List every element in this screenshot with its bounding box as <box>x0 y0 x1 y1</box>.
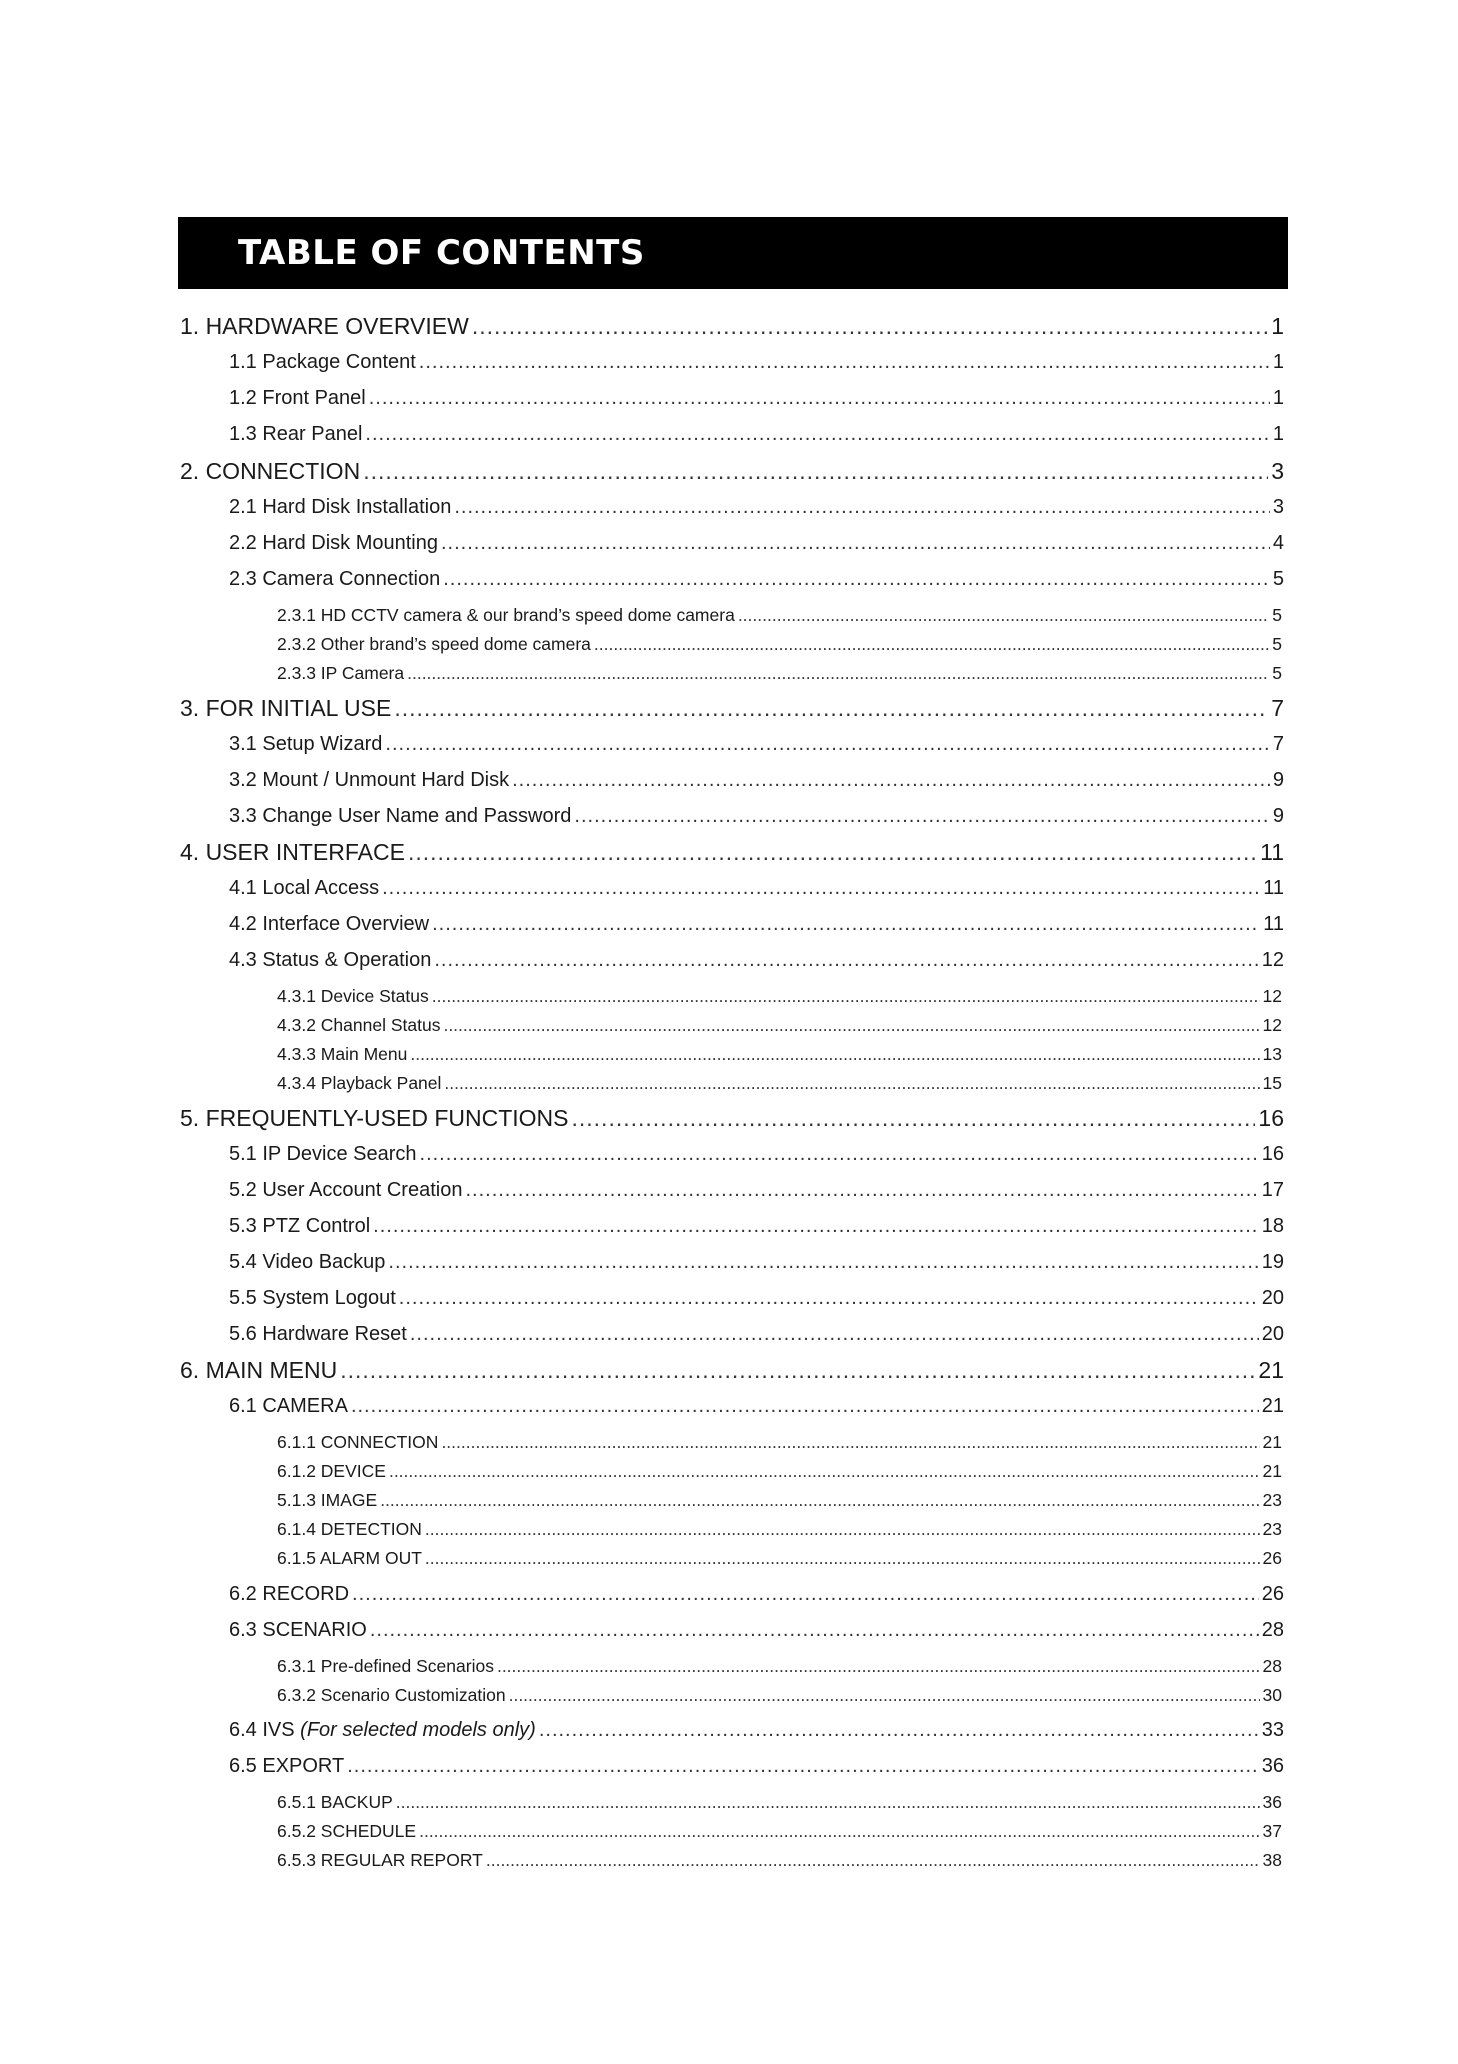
toc-entry-title: 4.3.2 Channel Status <box>277 1014 441 1035</box>
dot-leader <box>420 1142 1259 1166</box>
toc-entry-title: 3.3 Change User Name and Password <box>229 805 572 827</box>
toc-entry[interactable] <box>277 1519 1282 1540</box>
dot-leader <box>351 1394 1259 1418</box>
toc-entry[interactable] <box>277 1490 1282 1511</box>
dot-leader <box>340 1356 1255 1384</box>
toc-entry-title: 4.1 Local Access <box>229 877 380 899</box>
toc-entry-title: 6.2 RECORD <box>229 1583 350 1605</box>
toc-entry[interactable] <box>277 986 1282 1007</box>
toc-entry-page-number: 20 <box>1261 1323 1284 1345</box>
toc-entry-label <box>229 1618 367 1642</box>
toc-entry-label <box>277 1432 438 1453</box>
toc-entry-label <box>277 1792 393 1813</box>
toc-entry-label <box>229 350 416 374</box>
dot-leader <box>396 1792 1260 1813</box>
toc-entry-page-number: 4 <box>1272 532 1284 554</box>
toc-entry[interactable] <box>277 1432 1282 1453</box>
toc-entry-page-number: 11 <box>1263 877 1284 899</box>
toc-entry[interactable] <box>229 1322 1284 1346</box>
toc-entry[interactable] <box>229 495 1284 519</box>
dot-leader <box>454 495 1270 519</box>
toc-entry-label <box>229 768 509 792</box>
toc-entry-note: (For selected models only) <box>300 1719 536 1741</box>
toc-entry-title: 4.3 Status & Operation <box>229 949 432 971</box>
dot-leader <box>425 1519 1260 1540</box>
toc-entry-title: 2.1 Hard Disk Installation <box>229 496 452 518</box>
toc-entry-title: 6.1 CAMERA <box>229 1395 348 1417</box>
toc-entry[interactable] <box>229 768 1284 792</box>
toc-entry-page-number: 5 <box>1272 662 1282 683</box>
toc-entry-title: 5.4 Video Backup <box>229 1251 386 1273</box>
toc-entry[interactable] <box>277 634 1282 655</box>
toc-entry-title: 6.5.2 SCHEDULE <box>277 1820 417 1841</box>
toc-entry[interactable] <box>277 1044 1282 1065</box>
toc-entry-label <box>277 1490 377 1511</box>
toc-entry-page-number: 1 <box>1272 351 1284 373</box>
toc-entry-label <box>277 605 735 626</box>
toc-entry-title: 4.2 Interface Overview <box>229 913 430 935</box>
toc-entry-label <box>277 1015 440 1036</box>
toc-entry-title: 5.1 IP Device Search <box>229 1143 417 1165</box>
toc-entry-label <box>229 1582 349 1606</box>
toc-entry[interactable] <box>180 1104 1284 1132</box>
toc-entry-title: 3.1 Setup Wizard <box>229 733 383 755</box>
dot-leader <box>574 804 1269 828</box>
toc-entry-title: 6.5.3 REGULAR REPORT <box>277 1849 483 1870</box>
toc-entry-title: 1.2 Front Panel <box>229 387 366 409</box>
toc-entry-page-number: 36 <box>1261 1755 1284 1777</box>
toc-entry[interactable] <box>277 1461 1282 1482</box>
toc-entry[interactable] <box>229 912 1284 936</box>
toc-entry[interactable] <box>277 1792 1282 1813</box>
dot-leader <box>408 838 1257 866</box>
toc-entry-title: 2. CONNECTION <box>180 458 361 484</box>
toc-entry[interactable] <box>229 1250 1284 1274</box>
dot-leader <box>388 1250 1258 1274</box>
toc-entry-title: 5.5 System Logout <box>229 1287 396 1309</box>
toc-entry-label <box>229 531 438 555</box>
toc-entry-title: 6.1.4 DETECTION <box>277 1518 422 1539</box>
toc-entry-label <box>277 1461 386 1482</box>
toc-entry-title: 6.3.1 Pre-defined Scenarios <box>277 1655 494 1676</box>
toc-entry-label <box>180 312 469 340</box>
dot-leader <box>410 1322 1259 1346</box>
toc-entry-page-number: 33 <box>1261 1719 1284 1741</box>
toc-entry-page-number: 26 <box>1262 1547 1282 1568</box>
dot-leader <box>486 1850 1260 1871</box>
toc-entry-title: 6.1.2 DEVICE <box>277 1460 386 1481</box>
toc-entry-label <box>229 422 362 446</box>
toc-entry[interactable] <box>277 605 1282 626</box>
toc-entry-label <box>180 694 391 722</box>
toc-entry-page-number: 37 <box>1262 1820 1282 1841</box>
toc-entry[interactable] <box>229 1178 1284 1202</box>
toc-entry-label <box>229 386 366 410</box>
dot-leader <box>434 948 1258 972</box>
dot-leader <box>512 768 1270 792</box>
dot-leader <box>738 605 1269 626</box>
toc-entry[interactable] <box>277 1656 1282 1677</box>
toc-entry-label <box>180 1356 337 1384</box>
dot-leader <box>497 1656 1260 1677</box>
toc-entry-page-number: 38 <box>1262 1849 1282 1870</box>
dot-leader <box>352 1582 1259 1606</box>
toc-entry-page-number: 21 <box>1262 1431 1282 1452</box>
toc-entry-title: 2.3.3 IP Camera <box>277 662 405 683</box>
toc-entry[interactable] <box>229 1394 1284 1418</box>
toc-entry-page-number: 3 <box>1272 496 1284 518</box>
toc-entry-label <box>180 838 405 866</box>
toc-entry-label <box>277 1821 416 1842</box>
toc-entry-label <box>277 1656 494 1677</box>
toc-entry-title: 4.3.3 Main Menu <box>277 1043 408 1064</box>
toc-entry-page-number: 13 <box>1262 1043 1282 1064</box>
toc-entry-title: 6.1.5 ALARM OUT <box>277 1547 422 1568</box>
dot-leader <box>465 1178 1258 1202</box>
toc-entry[interactable] <box>229 732 1284 756</box>
toc-entry-title: 6.1.1 CONNECTION <box>277 1431 439 1452</box>
dot-leader <box>363 457 1268 485</box>
toc-entry-label <box>229 912 429 936</box>
toc-entry-title: 6.3 SCENARIO <box>229 1619 367 1641</box>
toc-entry-title: 6.5.1 BACKUP <box>277 1791 393 1812</box>
toc-entry[interactable] <box>229 386 1284 410</box>
toc-entry-page-number: 20 <box>1261 1287 1284 1309</box>
toc-entry-title: 2.3.2 Other brand’s speed dome camera <box>277 633 591 654</box>
dot-leader <box>347 1754 1259 1778</box>
toc-entry-page-number: 7 <box>1271 695 1284 721</box>
toc-entry[interactable] <box>229 1286 1284 1310</box>
toc-entry-label <box>277 663 404 684</box>
toc-entry-title: 6.5 EXPORT <box>229 1755 345 1777</box>
toc-entry-label <box>229 1250 385 1274</box>
toc-entry[interactable] <box>277 1073 1282 1094</box>
toc-entry[interactable] <box>229 1618 1284 1642</box>
toc-entry-label <box>277 1548 422 1569</box>
toc-entry-page-number: 30 <box>1262 1684 1282 1705</box>
toc-entry-page-number: 9 <box>1272 769 1284 791</box>
toc-entry[interactable] <box>180 1356 1284 1384</box>
toc-entry-page-number: 11 <box>1263 913 1284 935</box>
toc-entry-page-number: 1 <box>1272 423 1284 445</box>
toc-entry-label <box>229 876 379 900</box>
toc-entry-label <box>180 457 360 485</box>
toc-entry[interactable] <box>229 876 1284 900</box>
toc-entry-label <box>277 1519 422 1540</box>
dot-leader <box>572 1104 1256 1132</box>
toc-entry-title: 5.6 Hardware Reset <box>229 1323 407 1345</box>
toc-entry-title: 2.3 Camera Connection <box>229 568 441 590</box>
toc-entry-page-number: 12 <box>1261 949 1284 971</box>
toc-entry[interactable] <box>277 1821 1282 1842</box>
toc-entry[interactable] <box>229 1582 1284 1606</box>
toc-entry-title: 6. MAIN MENU <box>180 1357 338 1383</box>
toc-entry-title: 3. FOR INITIAL USE <box>180 695 392 721</box>
toc-entry-label <box>229 1394 348 1418</box>
toc-entry-page-number: 1 <box>1272 387 1284 409</box>
toc-entry-label <box>229 495 451 519</box>
toc-entry-title: 1. HARDWARE OVERVIEW <box>180 313 469 339</box>
toc-entry[interactable] <box>277 1548 1282 1569</box>
toc-entry[interactable] <box>229 804 1284 828</box>
toc-entry-page-number: 5 <box>1272 568 1284 590</box>
toc-entry[interactable] <box>229 1754 1284 1778</box>
dot-leader <box>441 1432 1259 1453</box>
toc-entry-label <box>277 1850 483 1871</box>
toc-entry-title: 6.3.2 Scenario Customization <box>277 1684 506 1705</box>
toc-entry-title: 5.3 PTZ Control <box>229 1215 371 1237</box>
toc-entry-label <box>229 1286 396 1310</box>
toc-entry-page-number: 16 <box>1258 1105 1284 1131</box>
toc-entry-label <box>229 1754 344 1778</box>
toc-entry[interactable] <box>180 457 1284 485</box>
toc-entry-page-number: 9 <box>1272 805 1284 827</box>
toc-entry-label <box>277 1685 506 1706</box>
dot-leader <box>444 1073 1259 1094</box>
dot-leader <box>539 1718 1259 1742</box>
toc-entry-page-number: 5 <box>1272 633 1282 654</box>
toc-entry-page-number: 11 <box>1260 839 1284 865</box>
toc-entry-label <box>277 1044 407 1065</box>
toc-entry-title: 3.2 Mount / Unmount Hard Disk <box>229 769 510 791</box>
toc-entry-page-number: 7 <box>1272 733 1284 755</box>
dot-leader <box>425 1548 1260 1569</box>
toc-entry[interactable] <box>277 1015 1282 1036</box>
dot-leader <box>410 1044 1259 1065</box>
toc-entry-title: 4.3.4 Playback Panel <box>277 1072 442 1093</box>
toc-entry-page-number: 12 <box>1262 985 1282 1006</box>
toc-entry-title: 5.2 User Account Creation <box>229 1179 463 1201</box>
toc-entry-label <box>277 986 429 1007</box>
toc-entry[interactable] <box>229 531 1284 555</box>
toc-entry-page-number: 21 <box>1262 1460 1282 1481</box>
toc-entry-page-number: 3 <box>1271 458 1284 484</box>
toc-entry[interactable] <box>180 838 1284 866</box>
toc-entry-page-number: 18 <box>1261 1215 1284 1237</box>
toc-entry[interactable] <box>229 422 1284 446</box>
toc-entry-title: 2.3.1 HD CCTV camera & our brand’s speed dome camera <box>277 604 735 625</box>
dot-leader <box>594 634 1269 655</box>
toc-entry-label <box>229 804 571 828</box>
dot-leader <box>370 1618 1259 1642</box>
toc-entry[interactable] <box>229 350 1284 374</box>
toc-entry-label <box>180 1104 569 1132</box>
dot-leader <box>382 876 1260 900</box>
dot-leader <box>419 1821 1259 1842</box>
toc-entry-title: 6.4 IVS <box>229 1719 295 1741</box>
toc-entry-page-number: 36 <box>1262 1791 1282 1812</box>
toc-entry-page-number: 21 <box>1258 1357 1284 1383</box>
dot-leader <box>441 531 1270 555</box>
toc-entry[interactable] <box>277 663 1282 684</box>
toc-entry-title: 2.2 Hard Disk Mounting <box>229 532 438 554</box>
dot-leader <box>472 312 1268 340</box>
toc-entry-page-number: 15 <box>1262 1072 1282 1093</box>
toc-entry-title: 1.1 Package Content <box>229 351 416 373</box>
toc-entry-page-number: 19 <box>1261 1251 1284 1273</box>
toc-entry[interactable] <box>180 312 1284 340</box>
toc-entry-page-number: 17 <box>1261 1179 1284 1201</box>
dot-leader <box>443 567 1270 591</box>
page-title: TABLE OF CONTENTS <box>238 233 645 273</box>
toc-entry[interactable] <box>229 1214 1284 1238</box>
toc-entry-label <box>277 634 591 655</box>
toc-entry-label <box>229 732 382 756</box>
toc-entry-label <box>277 1073 441 1094</box>
toc-entry-page-number: 23 <box>1262 1489 1282 1510</box>
dot-leader <box>443 1015 1259 1036</box>
toc-entry-title: 4. USER INTERFACE <box>180 839 405 865</box>
dot-leader <box>365 422 1269 446</box>
dot-leader <box>389 1461 1260 1482</box>
toc-entry-label <box>229 1214 370 1238</box>
toc-entry-page-number: 1 <box>1271 313 1284 339</box>
toc-entry-page-number: 26 <box>1261 1583 1284 1605</box>
toc-entry-label <box>229 1142 417 1166</box>
toc-entry[interactable] <box>229 1142 1284 1166</box>
toc-entry-title: 4.3.1 Device Status <box>277 985 429 1006</box>
toc-entry-page-number: 5 <box>1272 604 1282 625</box>
toc-entry-label <box>229 1178 462 1202</box>
dot-leader <box>509 1685 1260 1706</box>
toc-entry-page-number: 21 <box>1261 1395 1284 1417</box>
toc-entry-title: 5.1.3 IMAGE <box>277 1489 378 1510</box>
toc-entry-label <box>229 1718 536 1742</box>
toc-entry[interactable] <box>229 1718 1284 1742</box>
toc-entry-label <box>229 948 431 972</box>
toc-entry-page-number: 16 <box>1261 1143 1284 1165</box>
dot-leader <box>399 1286 1259 1310</box>
dot-leader <box>394 694 1268 722</box>
toc-entry-page-number: 28 <box>1262 1655 1282 1676</box>
toc-entry-title: 1.3 Rear Panel <box>229 423 363 445</box>
dot-leader <box>369 386 1270 410</box>
toc-entry[interactable] <box>277 1850 1282 1871</box>
toc-entry-page-number: 12 <box>1262 1014 1282 1035</box>
dot-leader <box>407 663 1269 684</box>
toc-entry[interactable] <box>180 694 1284 722</box>
dot-leader <box>432 912 1260 936</box>
toc-entry-page-number: 23 <box>1262 1518 1282 1539</box>
toc-entry-label <box>229 567 440 591</box>
dot-leader <box>385 732 1269 756</box>
toc-entry[interactable] <box>277 1685 1282 1706</box>
dot-leader <box>419 350 1270 374</box>
toc-entry-title: 5. FREQUENTLY-USED FUNCTIONS <box>180 1105 569 1131</box>
toc-entry[interactable] <box>229 567 1284 591</box>
dot-leader <box>432 986 1260 1007</box>
toc-entry-page-number: 28 <box>1261 1619 1284 1641</box>
dot-leader <box>380 1490 1259 1511</box>
toc-entry-label <box>229 1322 407 1346</box>
dot-leader <box>373 1214 1259 1238</box>
toc-entry[interactable] <box>229 948 1284 972</box>
